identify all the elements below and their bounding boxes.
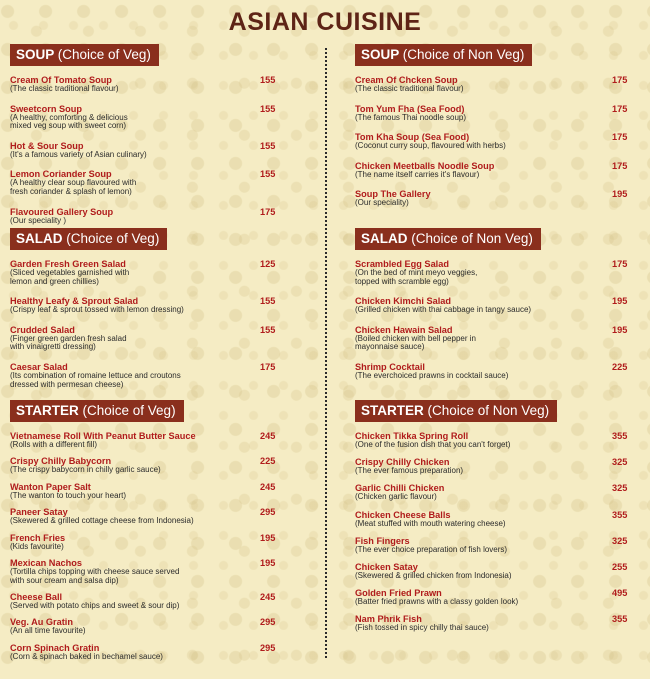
menu-item-name: Garlic Chilli Chicken: [355, 483, 445, 494]
section-header: [10, 228, 167, 250]
menu-item-price: 195: [260, 532, 276, 543]
menu-item-name: Cream Of Tomato Soup: [10, 75, 112, 85]
menu-item-name: Cream Of Chcken Soup: [355, 75, 458, 85]
menu-item-description: with vinaigretti dressing): [10, 342, 96, 352]
menu-item-price: 155: [260, 103, 276, 114]
menu-item-name: Chicken Cheese Balls: [355, 509, 451, 520]
menu-item-name: Golden Fried Prawn: [355, 588, 442, 599]
menu-item-list: [355, 75, 635, 208]
section-starter-nonveg: [355, 400, 635, 641]
menu-item-description: (Grilled chicken with thai cabbage in tangy sauce): [355, 305, 532, 315]
menu-item-name: Wanton Paper Salt: [10, 481, 91, 492]
menu-item-price: 195: [612, 189, 628, 200]
menu-item-name: Cheese Ball: [10, 591, 63, 602]
menu-item-price: 355: [612, 509, 628, 520]
menu-item-description: (Skewered & grilled chicken from Indonesia): [355, 570, 512, 580]
menu-item-price: 175: [260, 206, 276, 217]
menu-item: [355, 510, 635, 529]
menu-item: [10, 141, 280, 160]
menu-item-description: (Skewered & grilled cottage cheese from Indonesia): [10, 516, 194, 526]
menu-item-price: 175: [612, 103, 628, 114]
menu-item-price: 195: [612, 324, 628, 335]
section-header: [355, 228, 541, 250]
menu-item-description: (Our speciality ): [10, 215, 67, 225]
menu-item-price: 325: [612, 483, 628, 494]
menu-item-price: 355: [612, 614, 628, 625]
section-header: [355, 400, 557, 422]
menu-item-price: 175: [260, 361, 276, 372]
menu-item-name: Chicken Meetballs Noodle Soup: [355, 160, 495, 171]
section-heading: SALAD: [361, 231, 408, 246]
menu-item-description: (A healthy, comforting & delicious: [10, 112, 128, 122]
menu-item-name: Scrambled Egg Salad: [355, 259, 449, 269]
menu-item-price: 295: [260, 617, 276, 628]
menu-item-price: 295: [260, 642, 276, 653]
menu-item-description: (The name itself carries it's flavour): [355, 169, 480, 179]
menu-item-price: 355: [612, 431, 628, 441]
menu-item: [355, 614, 635, 633]
menu-item-description: (The classic traditional flavour): [10, 84, 119, 93]
menu-item-description: (On the bed of mint meyo veggies,: [355, 268, 478, 277]
menu-item-name: Nam Phrik Fish: [355, 614, 422, 625]
menu-item: [355, 457, 635, 476]
menu-item: [355, 431, 635, 450]
menu-item-description: (The wanton to touch your heart): [10, 490, 127, 500]
menu-item: [10, 296, 280, 315]
menu-item: [10, 431, 280, 450]
menu-item-description: with sour cream and salsa dip): [10, 575, 119, 585]
menu-item: [10, 325, 280, 352]
menu-item: [10, 75, 280, 94]
menu-item-description: (Kids favourite): [10, 541, 64, 551]
section-heading: STARTER: [16, 403, 79, 418]
menu-item-name: Chicken Satay: [355, 561, 418, 572]
menu-item-price: 245: [260, 431, 276, 441]
menu-item-name: Healthy Leafy & Sprout Salad: [10, 296, 139, 307]
menu-item: [355, 189, 635, 208]
section-salad-veg: [10, 228, 280, 399]
menu-item-name: French Fries: [10, 532, 66, 543]
section-choice: (Choice of Non Veg): [402, 47, 525, 62]
menu-item-description: (Finger green garden fresh salad: [10, 333, 127, 343]
menu-item-price: 325: [612, 535, 628, 546]
menu-item: [355, 296, 635, 315]
section-soup-nonveg: [355, 44, 635, 218]
menu-item: [10, 617, 280, 636]
menu-item: [355, 132, 635, 151]
menu-item-description: (Boiled chicken with bell pepper in: [355, 333, 476, 343]
menu-item-name: Flavoured Gallery Soup: [10, 206, 114, 217]
menu-item-list: [10, 75, 280, 225]
menu-item: [10, 362, 280, 389]
menu-item-name: Crudded Salad: [10, 324, 75, 335]
menu-item-price: 225: [612, 361, 628, 372]
section-choice: (Choice of Veg): [57, 47, 151, 62]
menu-item-price: 125: [260, 259, 276, 269]
section-heading: SOUP: [361, 47, 400, 62]
menu-item: [355, 362, 635, 381]
menu-item-description: (It's a famous variety of Asian culinary): [10, 149, 147, 159]
menu-item-price: 175: [612, 132, 628, 143]
menu-item: [10, 104, 280, 131]
section-header: [10, 44, 159, 66]
menu-item-description: (The crispy babycorn in chilly garlic sauce): [10, 465, 161, 475]
menu-item-description: (Crispy leaf & sprout tossed with lemon dressing): [10, 305, 184, 315]
menu-item-name: Lemon Coriander Soup: [10, 169, 112, 180]
menu-item-name: Chicken Kimchi Salad: [355, 296, 451, 307]
section-heading: STARTER: [361, 403, 424, 418]
menu-item-name: Tom Yum Fha (Sea Food): [355, 103, 465, 114]
menu-item-description: (An all time favourite): [10, 626, 86, 636]
menu-item: [10, 482, 280, 501]
menu-item-list: [10, 431, 280, 661]
menu-item: [10, 507, 280, 526]
menu-item-description: (Fish tossed in spicy chilly thai sauce): [355, 623, 489, 633]
menu-item: [10, 169, 280, 196]
menu-item-name: Shrimp Cocktail: [355, 361, 425, 372]
menu-item-description: (A healthy clear soup flavoured with: [10, 178, 137, 188]
section-choice: (Choice of Veg): [82, 403, 176, 418]
menu-item: [355, 259, 635, 286]
menu-item-description: lemon and green chillies): [10, 276, 99, 286]
menu-item-price: 155: [260, 324, 276, 335]
section-heading: SALAD: [16, 231, 63, 246]
menu-item: [10, 259, 280, 286]
menu-item-description: mixed veg soup with sweet corn): [10, 121, 127, 131]
menu-item-description: dressed with permesan cheese): [10, 379, 124, 389]
menu-item-price: 155: [260, 75, 276, 85]
section-heading: SOUP: [16, 47, 55, 62]
menu-item-name: Tom Kha Soup (Sea Food): [355, 132, 470, 143]
section-soup-veg: [10, 44, 280, 235]
menu-item: [355, 588, 635, 607]
menu-item-name: Corn Spinach Gratin: [10, 642, 100, 653]
menu-item-description: (Our speciality): [355, 198, 409, 208]
menu-item-name: Fish Fingers: [355, 535, 410, 546]
menu-item: [355, 483, 635, 502]
menu-item-name: Chicken Tikka Spring Roll: [355, 431, 469, 441]
menu-item: [355, 325, 635, 352]
menu-item-description: (The famous Thai noodle soup): [355, 112, 467, 122]
menu-item-description: (Coconut curry soup, flavoured with herbs): [355, 141, 506, 151]
menu-item-description: (Rolls with a different fill): [10, 440, 97, 449]
menu-item-description: topped with scramble egg): [355, 276, 449, 286]
menu-item: [355, 562, 635, 581]
menu-item: [10, 592, 280, 611]
menu-item-price: 295: [260, 507, 276, 518]
menu-item-list: [10, 259, 280, 389]
menu-item-name: Paneer Satay: [10, 507, 68, 518]
menu-item-price: 195: [260, 557, 276, 568]
menu-item: [10, 456, 280, 475]
menu-item-name: Hot & Sour Soup: [10, 140, 84, 151]
menu-item: [10, 533, 280, 552]
menu-item-price: 245: [260, 481, 276, 492]
menu-item-price: 155: [260, 169, 276, 180]
menu-item-description: (Meat stuffed with mouth watering cheese): [355, 518, 506, 528]
menu-item-price: 225: [260, 456, 276, 467]
menu-item-name: Crispy Chilly Babycorn: [10, 456, 112, 467]
menu-item-name: Vietnamese Roll With Peanut Butter Sauce: [10, 431, 196, 441]
menu-item-price: 495: [612, 588, 628, 599]
menu-item-list: [355, 259, 635, 381]
menu-item-price: 155: [260, 296, 276, 307]
menu-item-description: (The ever famous preparation): [355, 466, 464, 476]
menu-item-price: 175: [612, 75, 628, 85]
menu-item-description: (Its combination of romaine lettuce and croutons: [10, 370, 181, 380]
menu-item: [10, 643, 280, 662]
menu-item-description: mayonnaise sauce): [355, 342, 425, 352]
menu-item-name: Garden Fresh Green Salad: [10, 259, 126, 269]
menu-item-price: 175: [612, 259, 628, 269]
menu-item-price: 195: [612, 296, 628, 307]
menu-item-description: (The everchoiced prawns in cocktail sauce): [355, 370, 509, 380]
menu-item-price: 325: [612, 457, 628, 468]
menu-item-description: (Corn & spinach baked in bechamel sauce): [10, 651, 163, 661]
menu-item-description: fresh coriander & splash of lemon): [10, 186, 132, 196]
section-starter-veg: [10, 400, 280, 668]
menu-item-name: Crispy Chilly Chicken: [355, 457, 450, 468]
menu-item-description: (The ever choice preparation of fish lovers): [355, 544, 508, 554]
menu-item-description: (Tortilla chips topping with cheese sauce served: [10, 566, 180, 576]
section-choice: (Choice of Non Veg): [411, 231, 533, 246]
menu-item: [355, 536, 635, 555]
menu-item-price: 245: [260, 591, 276, 602]
menu-item: [355, 104, 635, 123]
menu-item-description: (Batter fried prawns with a classy golden look): [355, 597, 519, 607]
menu-item: [355, 161, 635, 180]
menu-item-price: 255: [612, 561, 628, 572]
menu-item-list: [355, 431, 635, 633]
menu-item: [10, 207, 280, 226]
menu-item-name: Soup The Gallery: [355, 189, 431, 200]
menu-item-name: Chicken Hawain Salad: [355, 324, 453, 335]
menu-item-description: (Sliced vegetables garnished with: [10, 268, 130, 277]
section-salad-nonveg: [355, 228, 635, 391]
menu-item-description: (The classic traditional flavour): [355, 84, 464, 93]
menu-item-name: Veg. Au Gratin: [10, 617, 73, 628]
menu-item: [355, 75, 635, 94]
menu-item: [10, 558, 280, 585]
section-choice: (Choice of Non Veg): [427, 403, 550, 418]
section-choice: (Choice of Veg): [66, 231, 160, 246]
menu-item-price: 175: [612, 160, 628, 171]
column-divider: [325, 48, 327, 658]
menu-item-description: (One of the fusion dish that you can't forget): [355, 440, 511, 449]
menu-item-name: Mexican Nachos: [10, 557, 82, 568]
menu-item-name: Caesar Salad: [10, 361, 68, 372]
menu-item-name: Sweetcorn Soup: [10, 103, 82, 114]
section-header: [10, 400, 184, 422]
menu-item-price: 155: [260, 140, 276, 151]
page-title: ASIAN CUISINE: [228, 8, 422, 36]
section-header: [355, 44, 532, 66]
menu-item-description: (Served with potato chips and sweet & sour dip): [10, 600, 180, 610]
menu-item-description: (Chicken garlic flavour): [355, 492, 437, 502]
